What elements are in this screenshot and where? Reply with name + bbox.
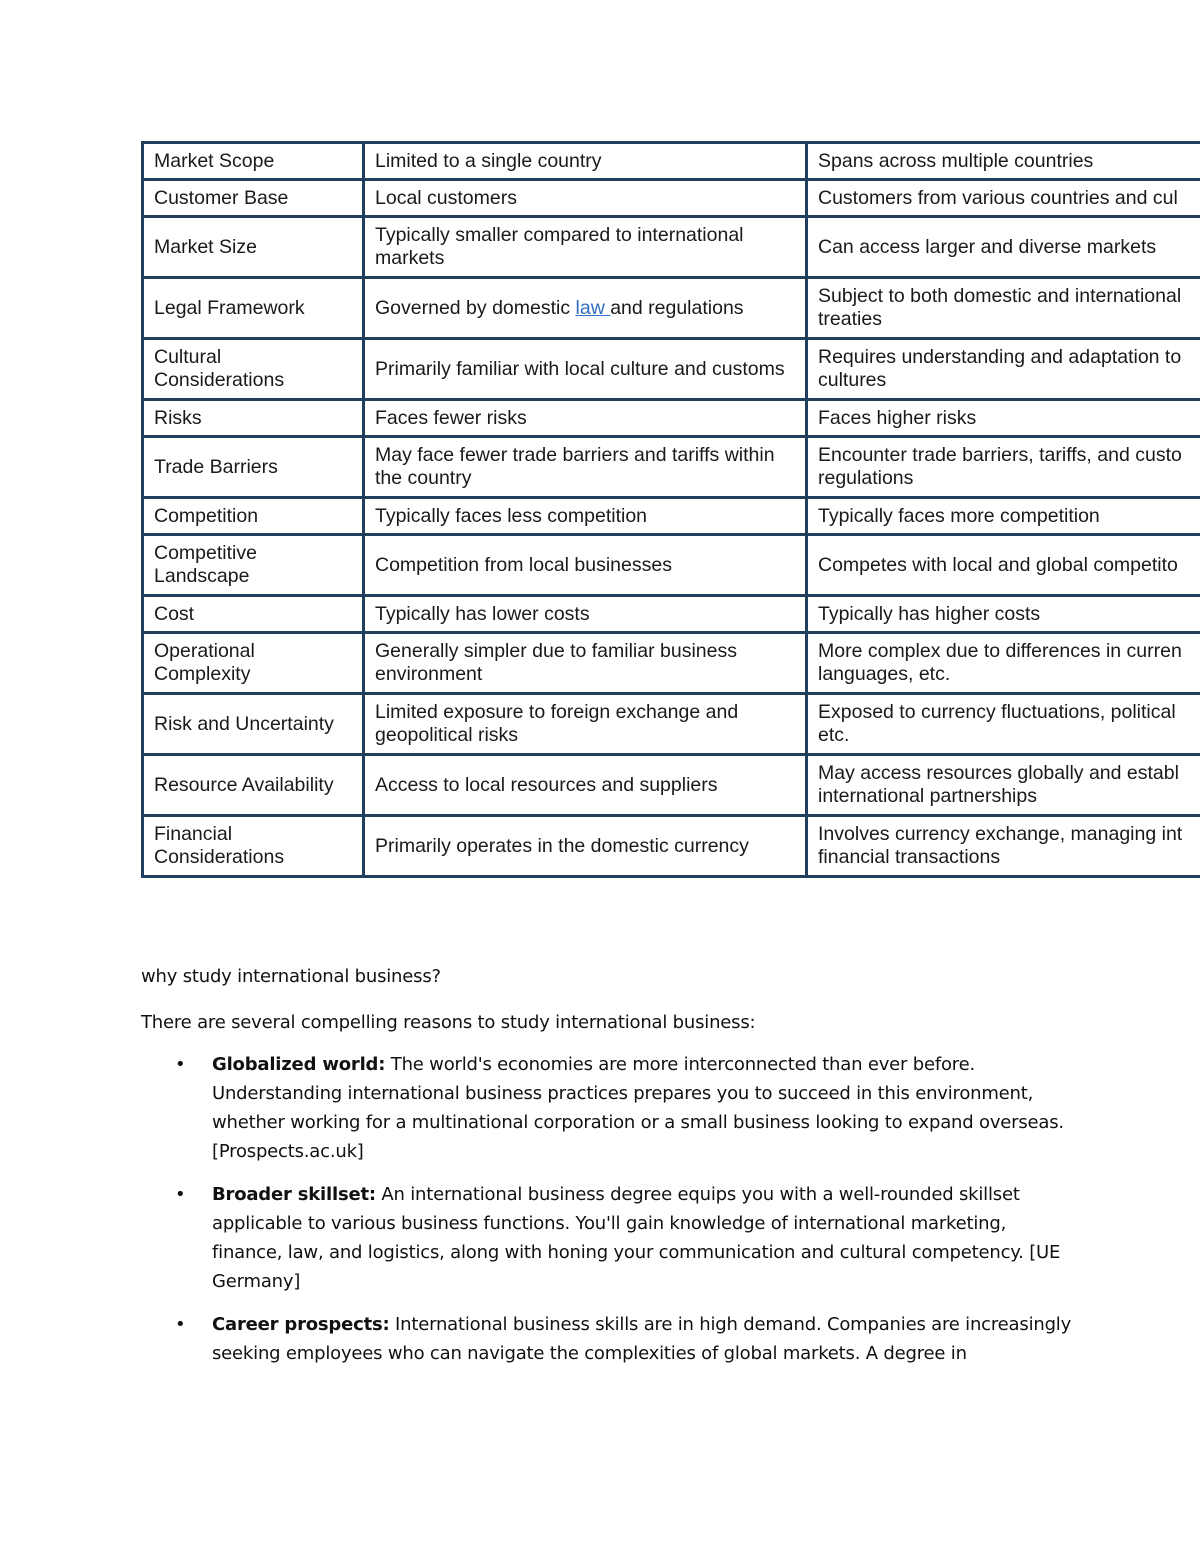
table-cell: Competes with local and global competito <box>807 535 1200 596</box>
table-cell: Generally simpler due to familiar business environment <box>364 633 807 694</box>
cell-line: May access resources globally and establ <box>818 762 1179 784</box>
cell-text: Governed by domestic <box>375 296 576 319</box>
table-cell: Operational Complexity <box>143 633 364 694</box>
table-row <box>143 180 1200 217</box>
table-cell <box>807 339 1200 400</box>
bullet-icon: • <box>175 1184 186 1205</box>
cell-line: international partnerships <box>818 785 1037 807</box>
table-cell: Market Scope <box>143 143 364 180</box>
table-cell: Spans across multiple countries <box>807 143 1200 180</box>
bullet-text: An international business degree equips you with a well-rounded skillset applicable to various business functions. You'll gain knowledge of international marketing, finance, law, and logistics, along with honing your communication and cultural competency. [UE Germany] <box>212 1184 1061 1292</box>
bullet-icon: • <box>175 1314 186 1335</box>
table-row <box>143 816 1200 877</box>
bullet-text: The world's economies are more interconnected than ever before. Understanding international business practices prepares you to succeed in this environment, whether working for a multinational corporation or a small business looking to expand overseas. [Prospects.ac.uk] <box>212 1054 1064 1162</box>
table-cell: May face fewer trade barriers and tariffs within the country <box>364 437 807 498</box>
table-cell <box>807 437 1200 498</box>
cell-text: and regulations <box>610 296 744 319</box>
table-cell: Can access larger and diverse markets <box>807 217 1200 278</box>
table-cell: Financial Considerations <box>143 816 364 877</box>
table-cell <box>807 633 1200 694</box>
table-row <box>143 278 1200 339</box>
reasons-list <box>141 1050 1081 1382</box>
table-cell <box>807 755 1200 816</box>
table-cell: Typically has higher costs <box>807 596 1200 633</box>
table-row <box>143 596 1200 633</box>
list-item <box>141 1050 1081 1166</box>
cell-line: etc. <box>818 724 850 746</box>
table-row <box>143 217 1200 278</box>
cell-line: financial transactions <box>818 846 1001 868</box>
table-cell: Competition from local businesses <box>364 535 807 596</box>
table-cell: Competition <box>143 498 364 535</box>
cell-line: Encounter trade barriers, tariffs, and custo <box>818 444 1182 466</box>
table-cell: Faces higher risks <box>807 400 1200 437</box>
bullet-term: Career prospects: <box>212 1314 390 1335</box>
table-cell: Risks <box>143 400 364 437</box>
section-intro: There are several compelling reasons to study international business: <box>141 1012 756 1033</box>
table-cell: Faces fewer risks <box>364 400 807 437</box>
table-cell: Typically smaller compared to international markets <box>364 217 807 278</box>
table-cell: Market Size <box>143 217 364 278</box>
list-item <box>141 1310 1081 1368</box>
table-row <box>143 437 1200 498</box>
table-row <box>143 694 1200 755</box>
table-cell: Cost <box>143 596 364 633</box>
cell-line: cultures <box>818 369 887 391</box>
table-cell: Local customers <box>364 180 807 217</box>
table-cell <box>807 694 1200 755</box>
table-cell: Limited exposure to foreign exchange and geopolitical risks <box>364 694 807 755</box>
table-cell: Customers from various countries and cul <box>807 180 1200 217</box>
cell-line: languages, etc. <box>818 663 951 685</box>
bullet-term: Broader skillset: <box>212 1184 376 1205</box>
cell-line: Involves currency exchange, managing int <box>818 823 1183 845</box>
table-cell: Primarily operates in the domestic currency <box>364 816 807 877</box>
table-cell <box>364 278 807 339</box>
table-cell: Typically faces less competition <box>364 498 807 535</box>
cell-line: Subject to both domestic and international <box>818 285 1182 307</box>
table-row <box>143 498 1200 535</box>
table-row <box>143 755 1200 816</box>
cell-line: Requires understanding and adaptation to <box>818 346 1182 368</box>
table-cell: Typically faces more competition <box>807 498 1200 535</box>
table-cell: Access to local resources and suppliers <box>364 755 807 816</box>
table-cell: Legal Framework <box>143 278 364 339</box>
table-cell: Primarily familiar with local culture and customs <box>364 339 807 400</box>
table-cell <box>807 816 1200 877</box>
law-link[interactable]: law <box>575 296 611 319</box>
cell-line: Exposed to currency fluctuations, political <box>818 701 1176 723</box>
table-cell: Cultural Considerations <box>143 339 364 400</box>
list-item <box>141 1180 1081 1296</box>
comparison-table <box>141 141 1200 878</box>
table-cell: Competitive Landscape <box>143 535 364 596</box>
table-cell <box>807 278 1200 339</box>
table-row <box>143 535 1200 596</box>
table-cell: Typically has lower costs <box>364 596 807 633</box>
table-cell: Customer Base <box>143 180 364 217</box>
table-row <box>143 400 1200 437</box>
section-question: why study international business? <box>141 966 441 987</box>
cell-line: regulations <box>818 467 914 489</box>
cell-line: More complex due to differences in curren <box>818 640 1182 662</box>
bullet-text: International business skills are in high demand. Companies are increasingly seeking employees who can navigate the complexities of global markets. A degree in <box>212 1314 1072 1364</box>
table-row <box>143 143 1200 180</box>
table-row <box>143 633 1200 694</box>
table-cell: Trade Barriers <box>143 437 364 498</box>
cell-line: treaties <box>818 308 882 330</box>
bullet-icon: • <box>175 1054 186 1075</box>
table-cell: Limited to a single country <box>364 143 807 180</box>
table-cell: Risk and Uncertainty <box>143 694 364 755</box>
table-cell: Resource Availability <box>143 755 364 816</box>
table-row <box>143 339 1200 400</box>
bullet-term: Globalized world: <box>212 1054 386 1075</box>
